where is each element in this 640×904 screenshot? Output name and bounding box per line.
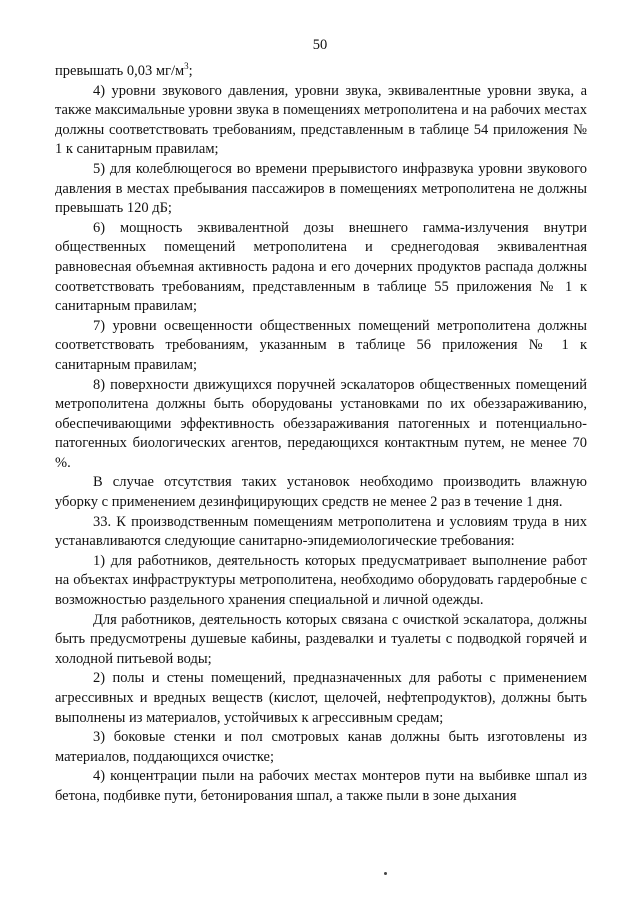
- paragraph-33-item-4: 4) концентрации пыли на рабочих местах монтеров пути на выбивке шпал из бетона, подбивке пути, бетонирования шпал, а также пыли в зоне дыхания: [55, 768, 587, 804]
- paragraph-section-33: 33. К производственным помещениям метрополитена и условиям труда в них устанавливаются следующие санитарно-эпидемиологические требования:: [55, 513, 587, 550]
- superscript: 3: [184, 61, 189, 72]
- paragraph-33-item-1-cont: Для работников, деятельность которых связана с очисткой эскалатора, должны быть предусмотрены душевые кабины, раздевалки и туалеты с подводкой горячей и холодной питьевой воды;: [55, 611, 587, 667]
- paragraph-item-6: 6) мощность эквивалентной дозы внешнего гамма-излучения внутри общественных помещений метрополитена и среднегодовая эквивалентная равновесная объемная активность радона и его дочерних продуктов распада должны соответствовать требованиям, представленным в таблице 55 приложения № 1 к санитарным правилам;: [55, 219, 587, 315]
- paragraph-item-5: 5) для колеблющегося во времени прерывистого инфразвука уровни звукового давления в местах пребывания пассажиров в помещениях метрополитена не должны превышать 120 дБ;: [55, 160, 587, 217]
- paragraph-33-item-3: 3) боковые стенки и пол смотровых канав должны быть изготовлены из материалов, поддающихся очистке;: [55, 729, 587, 765]
- scan-speck: [384, 872, 387, 875]
- paragraph-text-tail: ;: [188, 63, 193, 79]
- document-body: [55, 62, 587, 807]
- paragraph-33-item-2: 2) полы и стены помещений, предназначенных для работы с применением агрессивных и вредных веществ (кислот, щелочей, нефтепродуктов), должны быть выполнены из материалов, устойчивых к агрессивным средам;: [55, 670, 587, 726]
- paragraph-33-item-1: 1) для работников, деятельность которых предусматривает выполнение работ на объектах инфраструктуры метрополитена, необходимо оборудовать гардеробные с возможностью раздельного хранения специальной и личной одежды.: [55, 552, 587, 609]
- paragraph-continuation: [55, 62, 587, 82]
- paragraph-item-7: 7) уровни освещенности общественных помещений метрополитена должны соответствовать требованиям, указанным в таблице 56 приложения № 1 к санитарным правилам;: [55, 317, 587, 373]
- paragraph-note: В случае отсутствия таких установок необходимо производить влажную уборку с применением дезинфицирующих средств не менее 2 раз в течение 1 дня.: [55, 474, 587, 511]
- page-number: 50: [312, 37, 328, 53]
- paragraph-item-4: 4) уровни звукового давления, уровни звука, эквивалентные уровни звука, а также максимальные уровни звука в помещениях метрополитена и на рабочих местах должны соответствовать требованиям, представленным в таблице 54 приложения № 1 к санитарным правилам;: [55, 82, 587, 158]
- paragraph-item-8: 8) поверхности движущихся поручней эскалаторов общественных помещений метрополитена должны быть оборудованы установками по их обеззараживанию, обеспечивающими эффективность обеззараживания патогенных и потенциально-патогенных биологических агентов, передающихся контактным путем, не менее 70 %.: [55, 376, 587, 471]
- paragraph-text: превышать 0,03 мг/м: [55, 63, 185, 79]
